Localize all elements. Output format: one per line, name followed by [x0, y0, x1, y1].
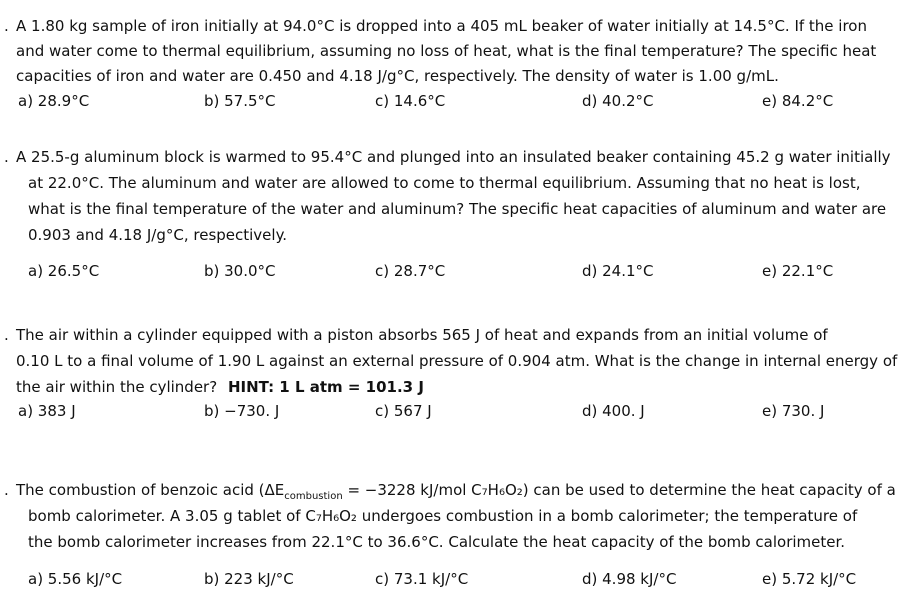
question-text: The combustion of benzoic acid (ΔE [16, 481, 285, 499]
option-b: b) 57.5°C [204, 92, 276, 110]
option-d: d) 40.2°C [582, 92, 654, 110]
question-text-line [16, 481, 896, 502]
option-a: a) 26.5°C [28, 262, 100, 280]
option-e: e) 730. J [762, 402, 825, 420]
question-text-line: bomb calorimeter. A 3.05 g tablet of C₇H₆O₂ undergoes combustion in a bomb calorimeter; the temperature of [28, 507, 858, 525]
question-text-line: A 25.5-g aluminum block is warmed to 95.4°C and plunged into an insulated beaker containing 45.2 g water initially [16, 148, 891, 166]
question-text-line: 0.903 and 4.18 J/g°C, respectively. [28, 226, 288, 244]
question-text-line: at 22.0°C. The aluminum and water are allowed to come to thermal equilibrium. Assuming that no heat is lost, [28, 174, 861, 192]
question-text: = −3228 kJ/mol C₇H₆O₂) can be used to determine the heat capacity of a [342, 481, 896, 499]
question-text-line: A 1.80 kg sample of iron initially at 94.0°C is dropped into a 405 mL beaker of water initially at 14.5°C. If the iron [16, 17, 867, 35]
question-text-line: capacities of iron and water are 0.450 and 4.18 J/g°C, respectively. The density of water is 1.00 g/mL. [16, 67, 779, 85]
option-c: c) 14.6°C [375, 92, 446, 110]
question-text-line: The air within a cylinder equipped with a piston absorbs 565 J of heat and expands from an initial volume of [16, 326, 828, 344]
question-text-line: and water come to thermal equilibrium, assuming no loss of heat, what is the final temperature? The specific heat [16, 42, 877, 60]
option-d: d) 4.98 kJ/°C [582, 570, 677, 588]
question-bullet: . [4, 326, 9, 344]
subscript-text: combustion [284, 491, 343, 502]
question-text: the air within the cylinder? [16, 378, 218, 396]
option-b: b) 30.0°C [204, 262, 276, 280]
option-a: a) 383 J [18, 402, 76, 420]
option-a: a) 28.9°C [18, 92, 90, 110]
question-text-line: 0.10 L to a final volume of 1.90 L against an external pressure of 0.904 atm. What is the change in internal energy of [16, 352, 898, 370]
option-a: a) 5.56 kJ/°C [28, 570, 123, 588]
option-d: d) 400. J [582, 402, 645, 420]
option-e: e) 84.2°C [762, 92, 834, 110]
question-bullet: . [4, 148, 9, 166]
option-b: b) −730. J [204, 402, 280, 420]
question-bullet: . [4, 17, 9, 35]
option-c: c) 28.7°C [375, 262, 446, 280]
option-c: c) 567 J [375, 402, 432, 420]
option-c: c) 73.1 kJ/°C [375, 570, 469, 588]
option-b: b) 223 kJ/°C [204, 570, 294, 588]
option-e: e) 22.1°C [762, 262, 834, 280]
hint-text: HINT: 1 L atm = 101.3 J [227, 378, 424, 396]
question-text-line [16, 378, 424, 396]
question-text-line: the bomb calorimeter increases from 22.1°C to 36.6°C. Calculate the heat capacity of the bomb calorimeter. [28, 533, 846, 551]
question-bullet: . [4, 481, 9, 499]
option-e: e) 5.72 kJ/°C [762, 570, 857, 588]
option-d: d) 24.1°C [582, 262, 654, 280]
question-text-line: what is the final temperature of the water and aluminum? The specific heat capacities of aluminum and water are [28, 200, 887, 218]
